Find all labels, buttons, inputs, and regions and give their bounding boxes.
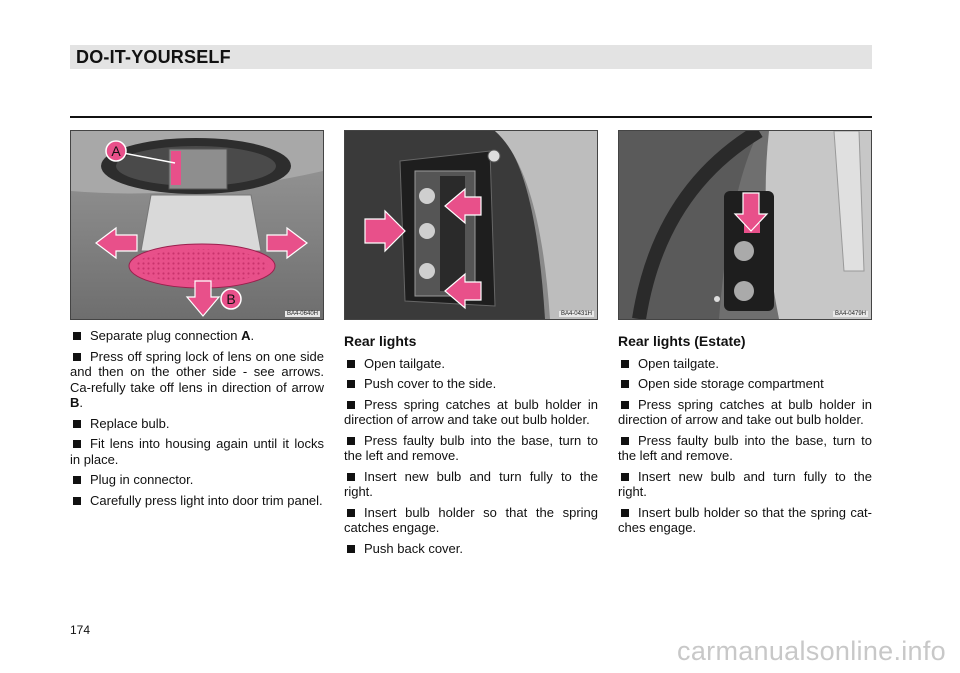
bullet-square-icon	[73, 420, 81, 428]
watermark: carmanualsonline.info	[677, 636, 946, 666]
figure-rear-light	[344, 130, 598, 320]
figure-label-b: B	[226, 291, 236, 307]
bullet-square-icon	[73, 497, 81, 505]
list-item: Push back cover.	[344, 541, 598, 557]
list-item: Press faulty bulb into the base, turn to the left and remove.	[344, 432, 598, 463]
list-item: Push cover to the side.	[344, 376, 598, 392]
list-item: Press spring catches at bulb holder in direction of arrow and take out bulb holder.	[618, 396, 872, 427]
list-item: Open side storage compartment	[618, 376, 872, 392]
bullet-square-icon	[73, 332, 81, 340]
section-heading: Rear lights	[344, 333, 417, 349]
bullet-square-icon	[347, 401, 355, 409]
list-item: Insert bulb holder so that the spring catches engage.	[344, 504, 598, 535]
bullet-square-icon	[347, 509, 355, 517]
section-title: DO-IT-YOURSELF	[76, 47, 231, 67]
bullet-square-icon	[621, 437, 629, 445]
figure-code: BA4-0431H	[560, 311, 592, 317]
list-item: Insert new bulb and turn fully to the right.	[344, 468, 598, 499]
page-number: 174	[70, 623, 91, 637]
bullet-square-icon	[621, 360, 629, 368]
bullet-square-icon	[621, 473, 629, 481]
list-item: Carefully press light into door trim panel.	[70, 493, 324, 509]
list-item: Press faulty bulb into the base, turn to the left and remove.	[618, 432, 872, 463]
bullet-square-icon	[621, 509, 629, 517]
bullet-square-icon	[347, 437, 355, 445]
bullet-square-icon	[73, 476, 81, 484]
list-item: Open tailgate.	[618, 356, 872, 372]
bullet-square-icon	[347, 473, 355, 481]
list-item: Insert new bulb and turn fully to the right.	[618, 468, 872, 499]
bullet-square-icon	[621, 401, 629, 409]
figure-code: BA4-0640H	[286, 311, 318, 317]
bullet-square-icon	[73, 353, 81, 361]
bullet-square-icon	[347, 545, 355, 553]
bullet-square-icon	[347, 380, 355, 388]
section-heading: Rear lights (Estate)	[618, 333, 746, 349]
column-door-light-instructions	[70, 328, 324, 513]
list-item: Open tailgate.	[344, 356, 598, 372]
section-header-bar	[70, 45, 872, 69]
column-rear-lights-estate	[618, 328, 872, 541]
figure-door-light	[70, 130, 324, 320]
list-item: Plug in connector.	[70, 472, 324, 488]
list-item: Insert bulb holder so that the spring cat-ches engage.	[618, 504, 872, 535]
list-item: Press spring catches at bulb holder in direction of arrow and take out bulb holder.	[344, 396, 598, 427]
column-rear-lights	[344, 328, 598, 561]
list-item: Separate plug connection A.	[70, 328, 324, 344]
bullet-square-icon	[621, 380, 629, 388]
list-item: Press off spring lock of lens on one side and then on the other side - see arrows. Ca-refully take off lens in direction of arrow B.	[70, 348, 324, 410]
figure-label-a: A	[111, 143, 121, 159]
header-rule	[70, 116, 872, 118]
figure-estate-rear-light	[618, 130, 872, 320]
bullet-square-icon	[73, 440, 81, 448]
list-item: Replace bulb.	[70, 416, 324, 432]
list-item: Fit lens into housing again until it locks in place.	[70, 436, 324, 467]
figure-code: BA4-0479H	[834, 311, 866, 317]
bullet-square-icon	[347, 360, 355, 368]
